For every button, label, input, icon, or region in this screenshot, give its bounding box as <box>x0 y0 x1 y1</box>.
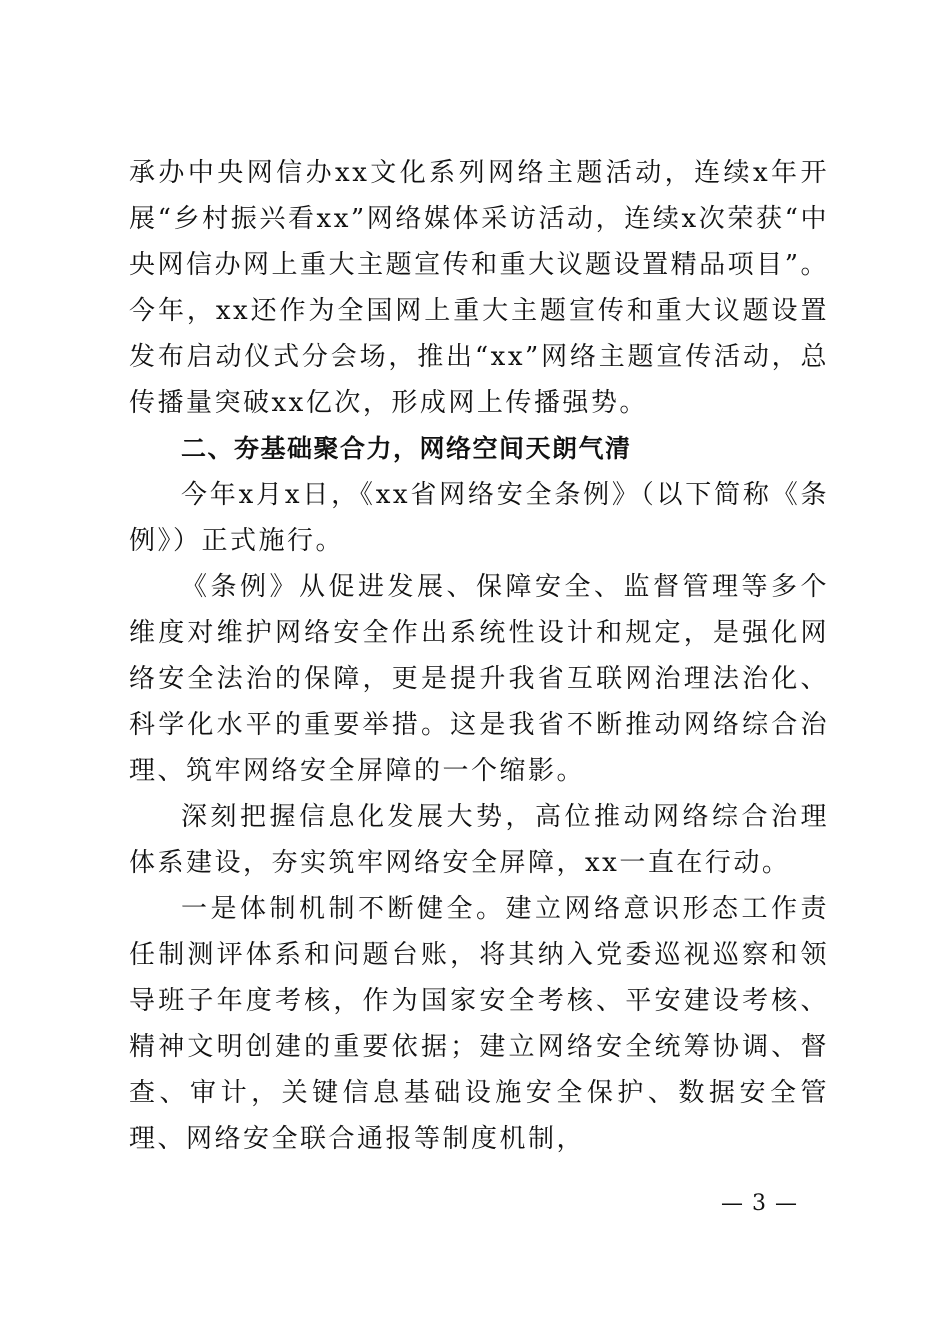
page-number: — 3 — <box>721 1191 798 1216</box>
paragraph-institutions: 一是体制机制不断健全。建立网络意识形态工作责任制测评体系和问题台账，将其纳入党委巡视巡察和领导班子年度考核，作为国家安全考核、平安建设考核、精神文明创建的重要依据；建立网络安全统筹协调、督查、审计，关键信息基础设施安全保护、数据安全管理、网络安全联合通报等制度机制， <box>129 894 829 1154</box>
document-body <box>129 150 829 1162</box>
section-heading: 二、夯基础聚合力，网络空间天朗气清 <box>181 434 632 463</box>
paragraph-regulation-date: 今年x月x日，《xx省网络安全条例》（以下简称《条例》）正式施行。 <box>129 480 829 556</box>
paragraph-governance: 深刻把握信息化发展大势，高位推动网络综合治理体系建设，夯实筑牢网络安全屏障，xx一直在行动。 <box>129 802 829 878</box>
paragraph-continuation: 承办中央网信办xx文化系列网络主题活动，连续x年开展“乡村振兴看xx”网络媒体采访活动，连续x次荣获“中央网信办网上重大主题宣传和重大议题设置精品项目”。今年，xx还作为全国网上重大主题宣传和重大议题设置发布启动仪式分会场，推出“xx”网络主题宣传活动，总传播量突破xx亿次，形成网上传播强势。 <box>129 158 829 418</box>
paragraph-regulation-scope: 《条例》从促进发展、保障安全、监督管理等多个维度对维护网络安全作出系统性设计和规定，是强化网络安全法治的保障，更是提升我省互联网治理法治化、科学化水平的重要举措。这是我省不断推动网络综合治理、筑牢网络安全屏障的一个缩影。 <box>129 572 829 786</box>
